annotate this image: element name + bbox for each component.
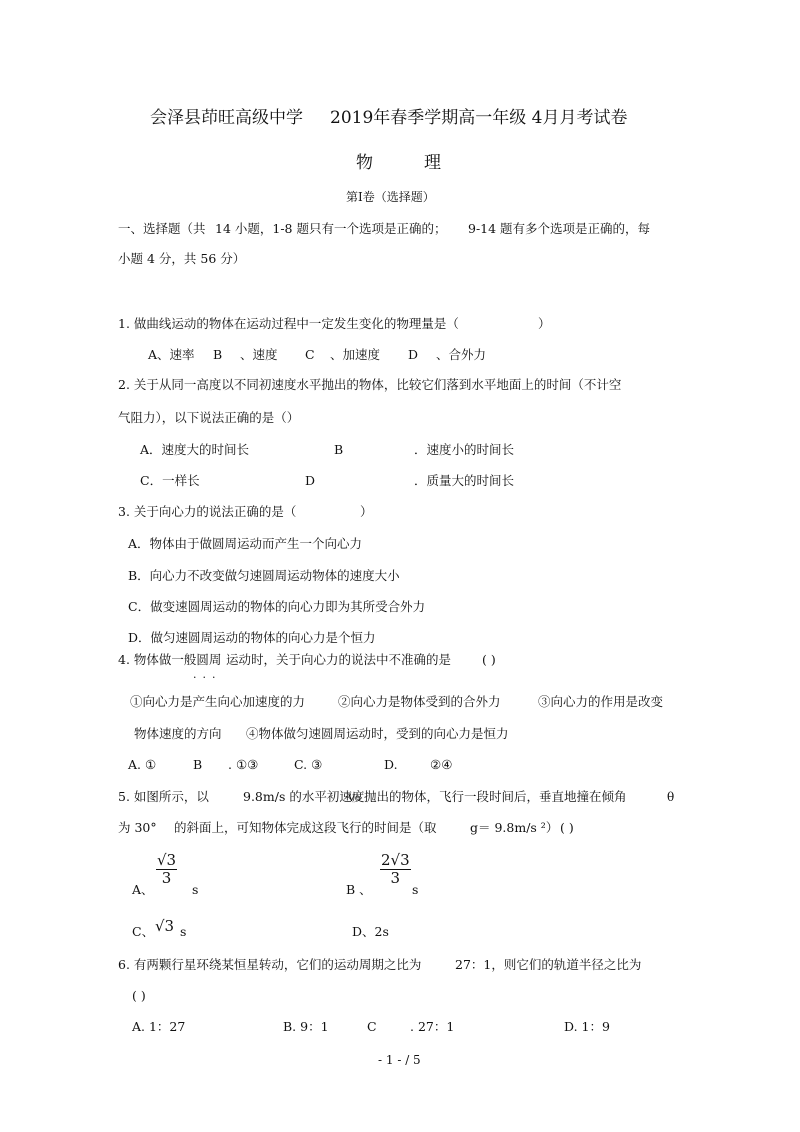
q3-option-c: C．做变速圆周运动的物体的向心力即为其所受合外力 <box>128 599 426 614</box>
q4-option-d-letter: D. <box>384 757 398 772</box>
q5-option-d: D、2s <box>352 924 389 939</box>
section-intro-2: 14 小题，1-8 题只有一个选项是正确的； <box>215 221 447 236</box>
q5-option-b-label: B 、 <box>346 882 372 897</box>
q5-option-b-unit: s <box>412 882 419 897</box>
q5-stem-paren: ( ) <box>560 820 574 835</box>
q3-option-d: D．做匀速圆周运动的物体的向心力是个恒力 <box>128 630 376 645</box>
q4-stem-paren: ( ) <box>482 652 496 667</box>
q2-option-c: C．一样长 <box>140 473 200 488</box>
q2-option-d-letter: D <box>305 473 316 488</box>
exam-title: 2019年春季学期高一年级 4月月考试卷 <box>330 108 628 128</box>
q4-statement-1: ①向心力是产生向心加速度的力 <box>130 694 306 709</box>
q6-option-c-letter: C <box>367 1019 377 1034</box>
q4-option-d-text: ②④ <box>430 757 453 772</box>
q5-option-a-fraction <box>156 852 177 887</box>
q4-option-c: C. ③ <box>294 757 323 772</box>
section-intro-1: 一、选择题（共 <box>118 221 206 236</box>
subject-char-2: 理 <box>424 153 441 173</box>
q4-emphasis-dots: ··· <box>193 671 222 684</box>
q5-option-c-label: C、 <box>132 924 155 939</box>
q4-option-b-text: . ①③ <box>228 757 259 772</box>
q5-stem-e: 的斜面上，可知物体完成这段飞行的时间是（取 <box>174 820 437 835</box>
q5-option-a-numerator: √3 <box>157 851 177 869</box>
school-name: 会泽县茚旺高级中学 <box>150 108 303 128</box>
q4-option-a: A. ① <box>128 757 157 772</box>
q2-option-b-letter: B <box>334 442 344 457</box>
q5-stem-b: 9.8m/s 的水平初速度 <box>243 789 365 804</box>
q4-stem-a: 4. 物体做一般圆周 <box>118 652 222 667</box>
q5-stem-f: g＝ 9.8m/s ²） <box>470 820 559 835</box>
page-number: - 1 - / 5 <box>378 1053 421 1067</box>
section-intro-3: 9-14 题有多个选项是正确的，每 <box>468 221 651 236</box>
q5-option-b-denominator: 3 <box>390 869 401 887</box>
q5-stem-a: 5. 如图所示，以 <box>118 789 209 804</box>
q2-stem-1: 2. 关于从同一高度以不同初速度水平抛出的物体，比较它们落到水平地面上的时间（不计空 <box>118 377 622 392</box>
q5-option-b-fraction <box>380 852 411 887</box>
q3-option-b: B．向心力不改变做匀速圆周运动物体的速度大小 <box>128 568 400 583</box>
q1-option-b-text: 、速度 <box>240 347 278 362</box>
q3-stem-close: ） <box>360 504 373 519</box>
q5-option-c-value: √3 <box>155 917 175 935</box>
q1-option-a: A、速率 <box>148 347 195 362</box>
q4-statement-3: ③向心力的作用是改变 <box>538 694 664 709</box>
q6-option-b: B. 9：1 <box>283 1019 329 1034</box>
q4-stem-b: 运动时，关于向心力的说法中不准确的是 <box>226 652 452 667</box>
q6-option-c-text: . 27：1 <box>410 1019 455 1034</box>
q6-stem-a: 6. 有两颗行星环绕某恒星转动，它们的运动周期之比为 <box>118 957 422 972</box>
q4-statement-3-cont: 物体速度的方向 <box>134 726 222 741</box>
q6-stem-b: 27：1，则它们的轨道半径之比为 <box>455 957 642 972</box>
q1-option-d-text: 、合外力 <box>436 347 487 362</box>
q5-theta: θ <box>667 790 675 804</box>
q2-stem-2: 气阻力），以下说法正确的是（） <box>118 410 300 425</box>
q1-option-c-letter: C <box>305 347 315 362</box>
q6-option-d: D. 1：9 <box>564 1019 610 1034</box>
q2-option-b-text: ．速度小的时间长 <box>414 442 515 457</box>
q1-stem-close: ） <box>538 316 551 331</box>
section-intro-4: 小题 4 分，共 56 分） <box>118 251 246 266</box>
q2-option-d-text: ．质量大的时间长 <box>414 473 515 488</box>
q3-option-a: A．物体由于做圆周运动而产生一个向心力 <box>128 536 363 551</box>
q4-statement-2: ②向心力是物体受到的合外力 <box>338 694 501 709</box>
volume-label: 第Ⅰ卷（选择题） <box>346 190 435 204</box>
subject-char-1: 物 <box>356 153 373 173</box>
q1-option-d-letter: D <box>408 347 419 362</box>
q5-stem-c: v₀ 抛出的物体，飞行一段时间后，垂直地撞在倾角 <box>348 789 627 804</box>
q5-option-a-label: A、 <box>132 882 154 897</box>
q1-stem: 1. 做曲线运动的物体在运动过程中一定发生变化的物理量是（ <box>118 316 459 331</box>
q5-option-a-denominator: 3 <box>161 869 172 887</box>
q3-stem: 3. 关于向心力的说法正确的是（ <box>118 504 297 519</box>
q5-option-c-unit: s <box>180 924 187 939</box>
q2-option-a: A．速度大的时间长 <box>140 442 250 457</box>
q5-option-a-unit: s <box>192 882 199 897</box>
q6-option-a: A. 1：27 <box>132 1019 186 1034</box>
q1-option-b-letter: B <box>213 347 223 362</box>
q6-stem-paren: ( ) <box>132 988 146 1003</box>
q4-statement-4: ④物体做匀速圆周运动时，受到的向心力是恒力 <box>246 726 509 741</box>
q5-option-b-numerator: 2√3 <box>381 851 410 869</box>
q1-option-c-text: 、加速度 <box>330 347 381 362</box>
q5-stem-d: 为 30° <box>118 820 157 835</box>
q4-option-b-letter: B <box>193 757 203 772</box>
